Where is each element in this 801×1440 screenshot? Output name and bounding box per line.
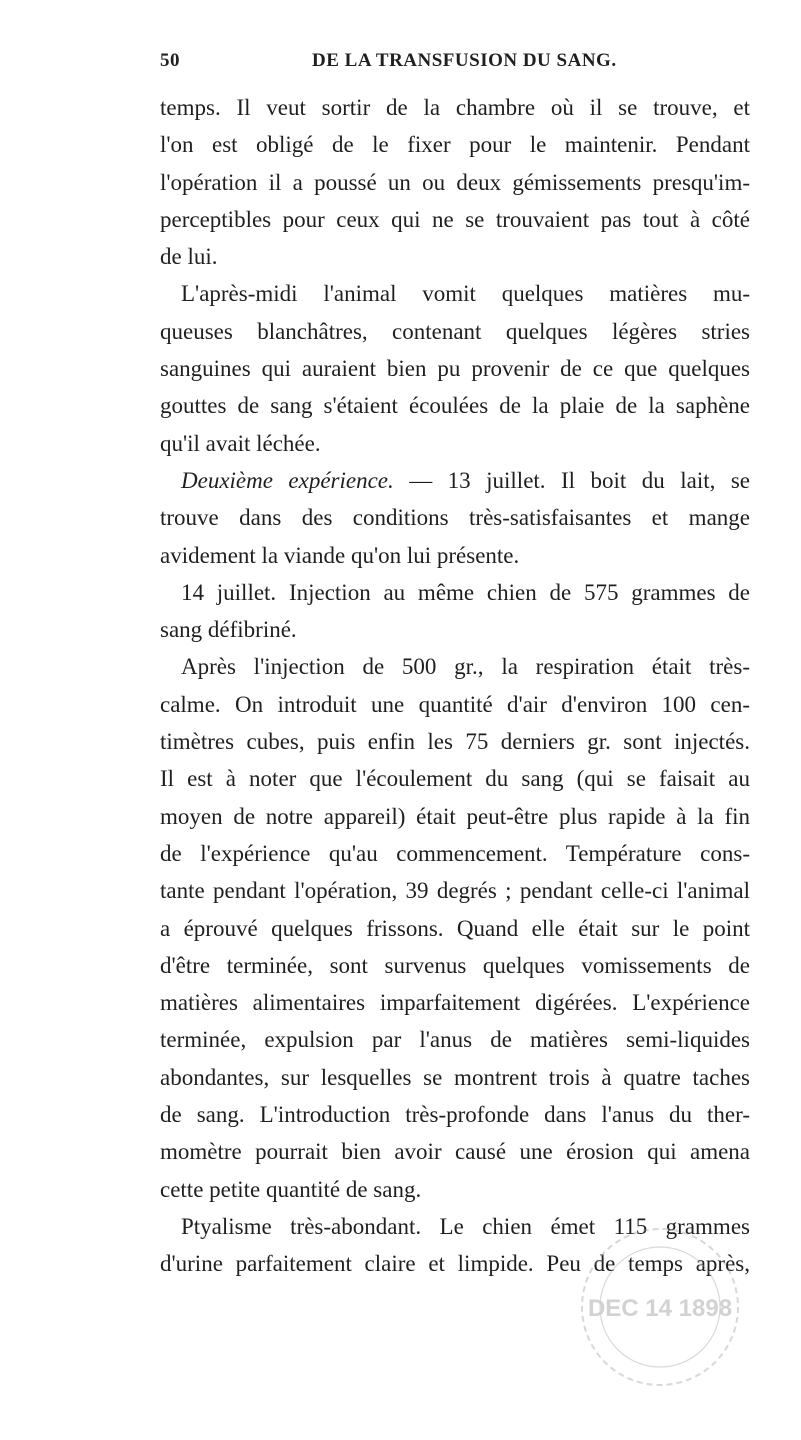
text-line: de lui.	[160, 244, 218, 270]
text-line: momètre pourrait bien avoir causé une érosion qui amena	[160, 1139, 750, 1165]
text-line: gouttes de sang s'étaient écoulées de la plaie de la saphène	[160, 393, 750, 419]
text-line: Après l'injection de 500 gr., la respiration était très-	[181, 654, 750, 680]
text-line: d'urine parfaitement claire et limpide. Peu de temps après,	[160, 1251, 750, 1277]
experiment-heading: Deuxième expérience.	[181, 467, 394, 493]
body-text	[160, 89, 750, 1283]
text-line: de l'expérience qu'au commencement. Température cons-	[160, 840, 750, 866]
stamp-date: DEC 14 1898	[587, 1295, 733, 1322]
text-line: tante pendant l'opération, 39 degrés ; pendant celle-ci l'animal	[160, 878, 750, 904]
text-line: d'être terminée, sont survenus quelques vomissements de	[160, 952, 750, 978]
page-number: 50	[160, 50, 180, 71]
text-line: matières alimentaires imparfaitement digérées. L'expérience	[160, 990, 750, 1016]
text-line: queuses blanchâtres, contenant quelques légères stries	[160, 318, 750, 344]
text-line: L'après-midi l'animal vomit quelques matières mu-	[181, 281, 750, 307]
experiment-date-text: — 13 juillet. Il boit du lait, se	[393, 467, 750, 493]
text-line: a éprouvé quelques frissons. Quand elle était sur le point	[160, 915, 750, 941]
text-line: l'on est obligé de le fixer pour le maintenir. Pendant	[160, 132, 750, 158]
text-line: cette petite quantité de sang.	[160, 1176, 422, 1202]
text-line: terminée, expulsion par l'anus de matières semi-liquides	[160, 1027, 750, 1053]
text-line: timètres cubes, puis enfin les 75 derniers gr. sont injectés.	[160, 729, 750, 755]
text-line: Il est à noter que l'écoulement du sang (qui se faisait au	[160, 766, 750, 792]
text-line: de sang. L'introduction très-profonde dans l'anus du ther-	[160, 1102, 750, 1128]
text-line: qu'il avait léchée.	[160, 430, 321, 456]
text-line: l'opération il a poussé un ou deux gémissements presqu'im-	[160, 169, 750, 195]
text-line: calme. On introduit une quantité d'air d'environ 100 cen-	[160, 691, 750, 717]
text-line: Ptyalisme très-abondant. Le chien émet 115 grammes	[181, 1213, 750, 1239]
text-line: sanguines qui auraient bien pu provenir de ce que quelques	[160, 356, 750, 382]
text-line: sang défibriné.	[160, 617, 297, 643]
text-line: perceptibles pour ceux qui ne se trouvaient pas tout à côté	[160, 206, 750, 232]
running-head	[160, 50, 720, 76]
text-line: avidement la viande qu'on lui présente.	[160, 542, 520, 568]
text-line: moyen de notre appareil) était peut-être plus rapide à la fin	[160, 803, 750, 829]
text-line: temps. Il veut sortir de la chambre où il se trouve, et	[160, 95, 750, 120]
text-line: trouve dans des conditions très-satisfaisantes et mange	[160, 505, 750, 531]
running-title: DE LA TRANSFUSION DU SANG.	[312, 50, 617, 71]
text-line: 14 juillet. Injection au même chien de 575 grammes de	[181, 579, 750, 605]
library-stamp-icon	[575, 1222, 745, 1392]
text-line: abondantes, sur lesquelles se montrent trois à quatre taches	[160, 1064, 750, 1090]
text-line-experiment	[160, 462, 750, 499]
